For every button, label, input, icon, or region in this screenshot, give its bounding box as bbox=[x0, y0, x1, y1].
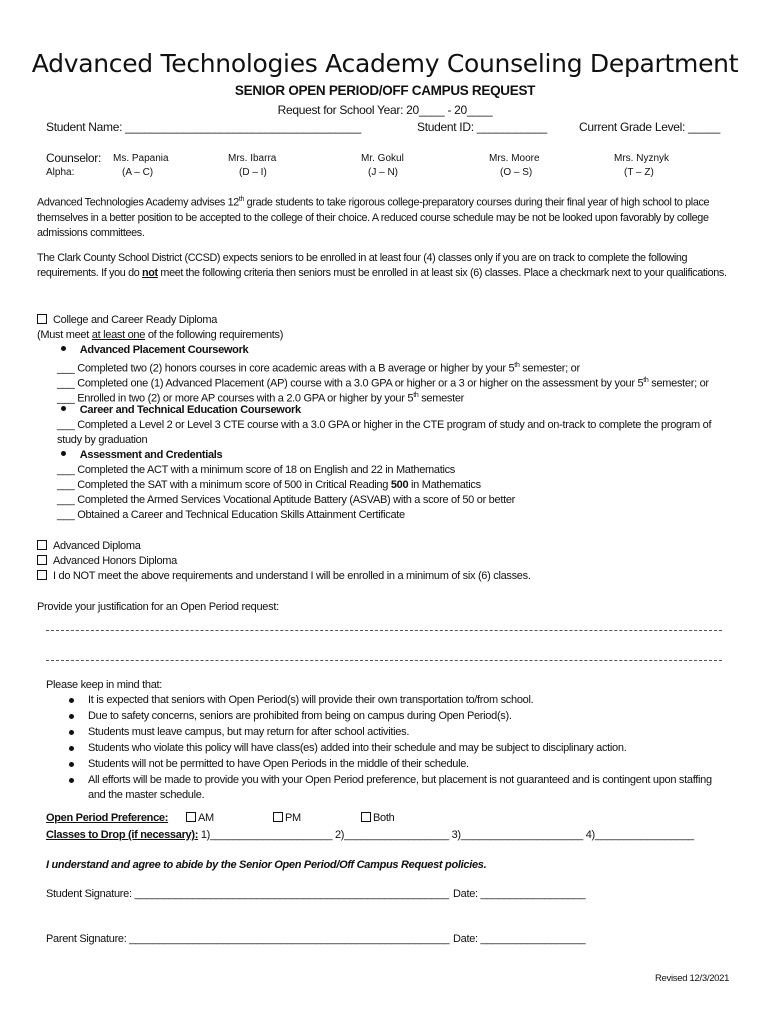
counselor-label: Counselor: bbox=[46, 151, 102, 165]
cte-heading: Career and Technical Education Coursework bbox=[61, 403, 301, 418]
form-subtitle: SENIOR OPEN PERIOD/OFF CAMPUS REQUEST bbox=[234, 83, 536, 98]
bullet-icon bbox=[69, 778, 74, 783]
assessment-requirement[interactable]: ___ Obtained a Career and Technical Education Skills Attainment Certificate bbox=[57, 509, 405, 521]
school-year-field[interactable]: Request for School Year: 20____ - 20____ bbox=[277, 103, 493, 117]
student-id-field[interactable]: Student ID: ___________ bbox=[417, 120, 547, 134]
preference-label: Open Period Preference: bbox=[46, 812, 169, 824]
counselor-name: Mrs. Moore bbox=[489, 153, 540, 164]
counselor-name: Ms. Papania bbox=[113, 153, 169, 164]
justification-line-2[interactable] bbox=[46, 660, 722, 661]
checkbox-icon[interactable] bbox=[186, 812, 196, 822]
bullet-icon bbox=[61, 451, 66, 456]
agreement-statement: I understand and agree to abide by the Senior Open Period/Off Campus Request policies. bbox=[46, 859, 487, 871]
must-meet-note: (Must meet at least one of the following requirements) bbox=[37, 329, 284, 341]
revision-date: Revised 12/3/2021 bbox=[655, 973, 730, 984]
bullet-icon bbox=[69, 714, 74, 719]
list-item: It is expected that seniors with Open Period(s) will provide their own transportation to/from school. bbox=[66, 693, 726, 708]
justification-prompt: Provide your justification for an Open Period request: bbox=[37, 601, 279, 613]
counselor-alpha: (A – C) bbox=[122, 167, 154, 178]
counselor-alpha: (J – N) bbox=[368, 167, 398, 178]
intro-paragraph-1: Advanced Technologies Academy advises 12th grade students to take rigorous college-preparatory courses during their final year of high school to place themselves in a better position to be accepted to the college of their choice. A reduced course schedule may be not be looked upon favorably by college admissions committees. bbox=[37, 196, 710, 239]
student-signature-field[interactable]: Student Signature: ______________________________________________________ bbox=[46, 888, 449, 900]
counselor-name: Mrs. Nyznyk bbox=[614, 153, 669, 164]
classes-to-drop-row[interactable]: Classes to Drop (if necessary): 1)_____________________ 2)__________________ 3)_____________________ 4)_________________ bbox=[46, 829, 694, 841]
counselor-alpha: (D – I) bbox=[239, 167, 267, 178]
counselor-alpha: (O – S) bbox=[500, 167, 533, 178]
bullet-icon bbox=[61, 406, 66, 411]
counselor-name: Mr. Gokul bbox=[361, 153, 404, 164]
ap-heading: Advanced Placement Coursework bbox=[61, 343, 248, 358]
counselor-name: Mrs. Ibarra bbox=[228, 153, 277, 164]
keep-in-mind-list bbox=[66, 693, 726, 803]
list-item: All efforts will be made to provide you with your Open Period preference, but placement is not guaranteed and is contingent upon staffing and the master schedule. bbox=[66, 773, 726, 803]
counselor-alpha: (T – Z) bbox=[624, 167, 654, 178]
ap-requirement[interactable]: ___ Completed one (1) Advanced Placement (AP) course with a 3.0 GPA or higher or a 3 or higher on the assessment by your 5th semester; or bbox=[57, 377, 709, 390]
assessment-requirement[interactable]: ___ Completed the SAT with a minimum score of 500 in Critical Reading 500 in Mathematics bbox=[57, 479, 481, 491]
page-title: Advanced Technologies Academy Counseling Department bbox=[31, 49, 739, 78]
alpha-label: Alpha: bbox=[46, 167, 75, 178]
bullet-icon bbox=[69, 730, 74, 735]
bullet-icon bbox=[69, 746, 74, 751]
advanced-diploma-option[interactable]: Advanced Diploma bbox=[37, 539, 141, 554]
cte-requirement[interactable]: ___ Completed a Level 2 or Level 3 CTE course with a 3.0 GPA or higher in the CTE program of study and on-track to complete the program of study by graduation bbox=[57, 419, 712, 446]
checkbox-icon[interactable] bbox=[37, 540, 47, 550]
bullet-icon bbox=[61, 346, 66, 351]
parent-date-field[interactable]: Date: __________________ bbox=[453, 933, 586, 945]
list-item: Students will not be permitted to have Open Periods in the middle of their schedule. bbox=[66, 757, 726, 772]
list-item: Students who violate this policy will have class(es) added into their schedule and may be subject to disciplinary action. bbox=[66, 741, 726, 756]
checkbox-icon[interactable] bbox=[273, 812, 283, 822]
parent-signature-field[interactable]: Parent Signature: _______________________________________________________ bbox=[46, 933, 450, 945]
checkbox-icon[interactable] bbox=[361, 812, 371, 822]
checkbox-icon[interactable] bbox=[37, 314, 47, 324]
keep-in-mind-intro: Please keep in mind that: bbox=[46, 679, 163, 691]
honors-diploma-option[interactable]: Advanced Honors Diploma bbox=[37, 554, 177, 569]
both-option[interactable]: Both bbox=[361, 811, 394, 826]
bullet-icon bbox=[69, 698, 74, 703]
not-meet-option[interactable]: I do NOT meet the above requirements and understand I will be enrolled in a minimum of six (6) classes. bbox=[37, 569, 531, 584]
checkbox-icon[interactable] bbox=[37, 570, 47, 580]
ccr-diploma-option[interactable]: College and Career Ready Diploma bbox=[37, 313, 217, 328]
list-item: Due to safety concerns, seniors are prohibited from being on campus during Open Period(s). bbox=[66, 709, 726, 724]
bullet-icon bbox=[69, 762, 74, 767]
ap-requirement[interactable]: ___ Enrolled in two (2) or more AP courses with a 2.0 GPA or higher by your 5th semester bbox=[57, 392, 465, 405]
list-item: Students must leave campus, but may return for after school activities. bbox=[66, 725, 726, 740]
grade-level-field[interactable]: Current Grade Level: _____ bbox=[579, 120, 720, 134]
intro-paragraph-2: The Clark County School District (CCSD) expects seniors to be enrolled in at least four (4) classes only if you are on track to complete the following requirements. If you do not meet the following criteria then seniors must be enrolled in at least six (6) classes. Place a checkmark next to your qualifications. bbox=[37, 252, 727, 279]
checkbox-icon[interactable] bbox=[37, 555, 47, 565]
pm-option[interactable]: PM bbox=[273, 811, 301, 826]
student-name-field[interactable]: Student Name: _____________________________________ bbox=[46, 120, 362, 134]
assessment-heading: Assessment and Credentials bbox=[61, 448, 222, 463]
justification-line-1[interactable] bbox=[46, 630, 722, 631]
ap-requirement[interactable]: ___ Completed two (2) honors courses in core academic areas with a B average or higher by your 5th semester; or bbox=[57, 362, 580, 375]
am-option[interactable]: AM bbox=[186, 811, 214, 826]
assessment-requirement[interactable]: ___ Completed the Armed Services Vocational Aptitude Battery (ASVAB) with a score of 50 or better bbox=[57, 494, 516, 506]
assessment-requirement[interactable]: ___ Completed the ACT with a minimum score of 18 on English and 22 in Mathematics bbox=[57, 464, 455, 476]
student-date-field[interactable]: Date: __________________ bbox=[453, 888, 586, 900]
